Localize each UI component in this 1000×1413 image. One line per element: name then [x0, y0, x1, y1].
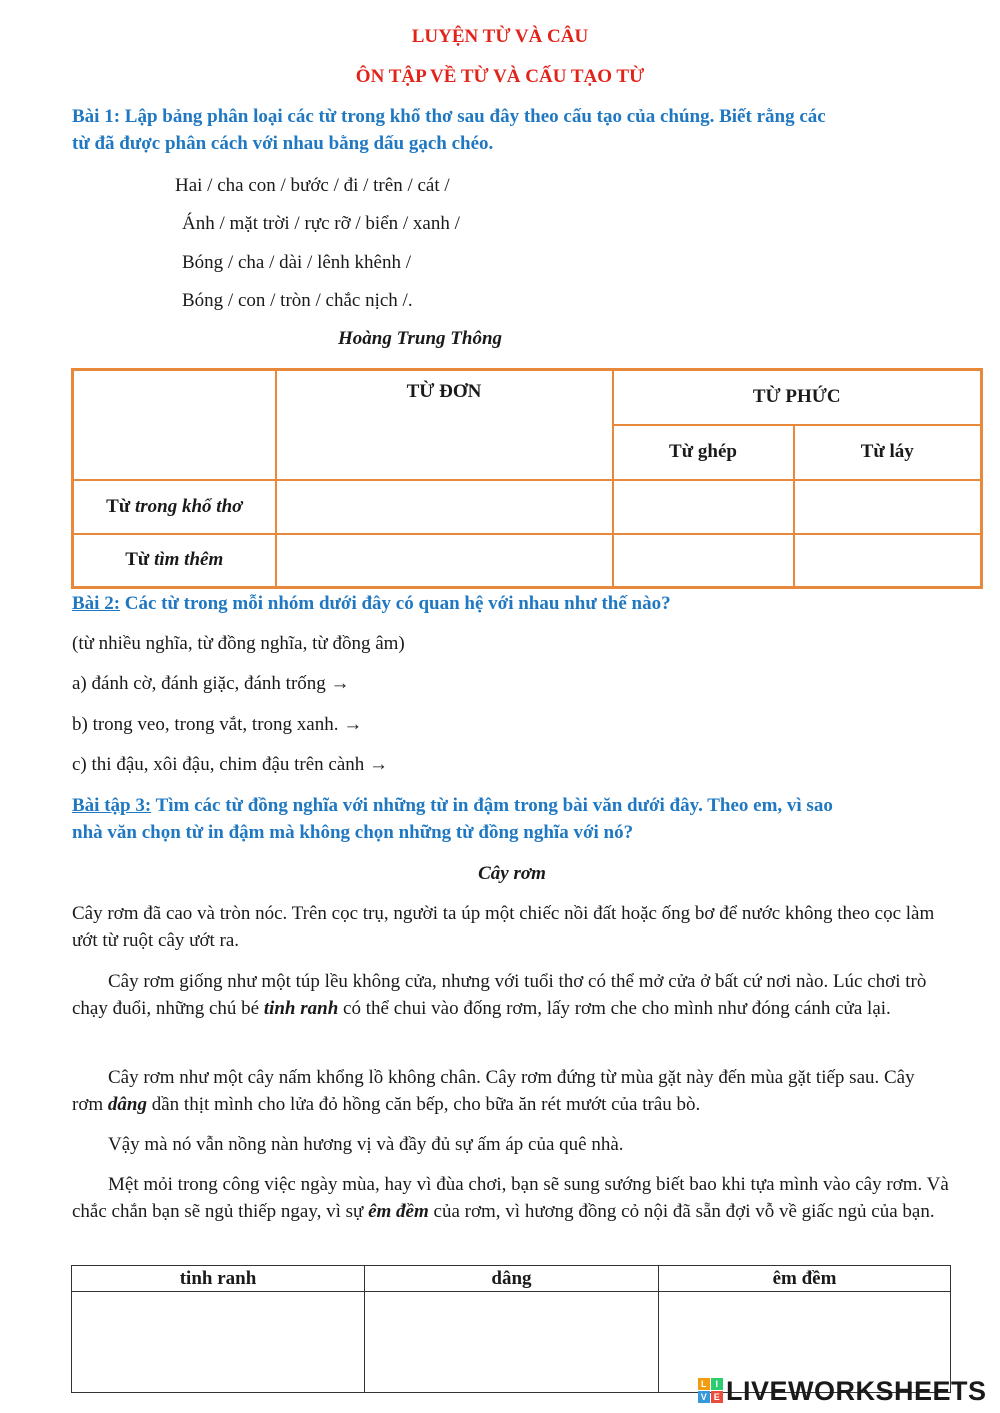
- bold-word-tinh-ranh: tinh ranh: [263, 998, 339, 1019]
- synonym-table: [71, 1265, 951, 1393]
- bai1-instruction-line2: từ đã được phân cách với nhau bằng dấu gạch chéo.: [72, 133, 494, 154]
- bai3-question-line1: [72, 795, 833, 817]
- liveworksheets-logo-text: LIVEWORKSHEETS: [726, 1376, 987, 1406]
- header-dang: dâng: [365, 1266, 659, 1292]
- answer-cell-dang[interactable]: [365, 1292, 659, 1393]
- answer-cell-tu-ghep-1[interactable]: [613, 480, 794, 534]
- p2-text-b: có thể chui vào đống rơm, lấy rơm che cho mình như đóng cánh cửa lại.: [338, 998, 891, 1019]
- story-paragraph-2: [72, 968, 952, 1022]
- p2-text-a: Cây rơm giống như một túp lều không cửa, nhưng với tuổi thơ có thể mở cửa ở bất cứ nơi nào. Lúc chơi trò chạy đuổi, những chú bé: [72, 971, 927, 1019]
- answer-cell-tu-don-1[interactable]: [276, 480, 613, 534]
- header-em-dem: êm đềm: [659, 1266, 951, 1292]
- bai1-instruction-line1: Bài 1: Lập bảng phân loại các từ trong khổ thơ sau đây theo cấu tạo của chúng. Biết rằng các: [72, 106, 826, 127]
- header-tinh-ranh: tinh ranh: [72, 1266, 365, 1292]
- answer-cell-tu-ghep-2[interactable]: [613, 534, 794, 588]
- liveworksheets-logo-icon: L I V E: [698, 1378, 724, 1404]
- bai2-item-c: c) thi đậu, xôi đậu, chim đậu trên cành →: [72, 754, 389, 775]
- story-title: Cây rơm: [478, 863, 546, 884]
- answer-cell-tu-lay-1[interactable]: [794, 480, 982, 534]
- bai2-hint: (từ nhiều nghĩa, từ đồng nghĩa, từ đồng âm): [72, 633, 405, 654]
- header-tu-ghep: Từ ghép: [613, 425, 794, 480]
- bai2-question-text: Các từ trong mỗi nhóm dưới đây có quan hệ với nhau như thế nào?: [120, 593, 671, 614]
- lesson-title: LUYỆN TỪ VÀ CÂU: [411, 26, 589, 47]
- bai3-label: Bài tập 3:: [72, 795, 152, 816]
- row-label-italic: tìm thêm: [154, 549, 224, 571]
- bai3-question-text: Tìm các từ đồng nghĩa với những từ in đậm trong bài văn dưới đây. Theo em, vì sao: [151, 795, 833, 816]
- answer-cell-tu-don-2[interactable]: [276, 534, 613, 588]
- p3-text-b: dần thịt mình cho lửa đỏ hồng căn bếp, cho bữa ăn rét mướt của trâu bò.: [146, 1094, 701, 1115]
- answer-cell-tinh-ranh[interactable]: [72, 1292, 365, 1393]
- bai2-label: Bài 2:: [72, 593, 121, 614]
- row-label-italic: trong khổ thơ: [134, 495, 243, 517]
- bai2-item-a: a) đánh cờ, đánh giặc, đánh trống →: [72, 673, 350, 694]
- row-label-prefix: Từ: [106, 495, 135, 517]
- bai2-question: [72, 593, 671, 615]
- p5-text-a: Mệt mỏi trong công việc ngày mùa, hay vì đùa chơi, bạn sẽ sung sướng biết bao khi tựa mình vào cây rơm. Và chắc chắn bạn sẽ ngủ thiếp ngay, vì sự: [72, 1174, 949, 1222]
- table-corner-cell: [73, 370, 276, 480]
- story-paragraph-4: Vậy mà nó vẫn nồng nàn hương vị và đầy đủ sự ấm áp của quê nhà.: [108, 1134, 624, 1155]
- poem-line-1: Hai / cha con / bước / đi / trên / cát /: [175, 175, 450, 196]
- p5-text-b: của rơm, vì hương đồng cỏ nội đã sẵn đợi vỗ về giấc ngủ của bạn.: [428, 1201, 935, 1222]
- lesson-subtitle: ÔN TẬP VỀ TỪ VÀ CẤU TẠO TỪ: [355, 66, 645, 87]
- header-tu-phuc: TỪ PHỨC: [613, 370, 982, 425]
- story-paragraph-1: Cây rơm đã cao và tròn nóc. Trên cọc trụ, người ta úp một chiếc nồi đất hoặc ống bơ để nước không theo cọc làm ướt từ ruột cây ướt ra.: [72, 903, 935, 951]
- poem-line-3: Bóng / cha / dài / lênh khênh /: [182, 252, 412, 273]
- header-tu-don: TỪ ĐƠN: [276, 370, 613, 480]
- answer-cell-tu-lay-2[interactable]: [794, 534, 982, 588]
- row-label-trong-kho-tho: [73, 480, 276, 534]
- liveworksheets-logo[interactable]: [698, 1376, 987, 1407]
- bold-word-dang: dâng: [107, 1094, 147, 1115]
- story-paragraph-3: [72, 1064, 932, 1118]
- p3-text-a: Cây rơm như một cây nấm khổng lồ không chân. Cây rơm đứng từ mùa gặt này đến mùa gặt tiếp sau. Cây rơm: [72, 1067, 915, 1115]
- poem-author: Hoàng Trung Thông: [338, 328, 503, 349]
- story-paragraph-5: [72, 1171, 952, 1225]
- bold-word-em-dem: êm đềm: [368, 1201, 429, 1222]
- bai2-item-b: b) trong veo, trong vắt, trong xanh. →: [72, 714, 363, 735]
- classification-table: [71, 368, 983, 589]
- row-label-prefix: Từ: [125, 549, 155, 571]
- row-label-tim-them: [73, 534, 276, 588]
- poem-line-4: Bóng / con / tròn / chắc nịch /.: [182, 290, 413, 311]
- poem-line-2: Ánh / mặt trời / rực rỡ / biển / xanh /: [182, 213, 460, 234]
- header-tu-lay: Từ láy: [794, 425, 982, 480]
- bai3-question-line2: nhà văn chọn từ in đậm mà không chọn những từ đồng nghĩa với nó?: [72, 822, 634, 843]
